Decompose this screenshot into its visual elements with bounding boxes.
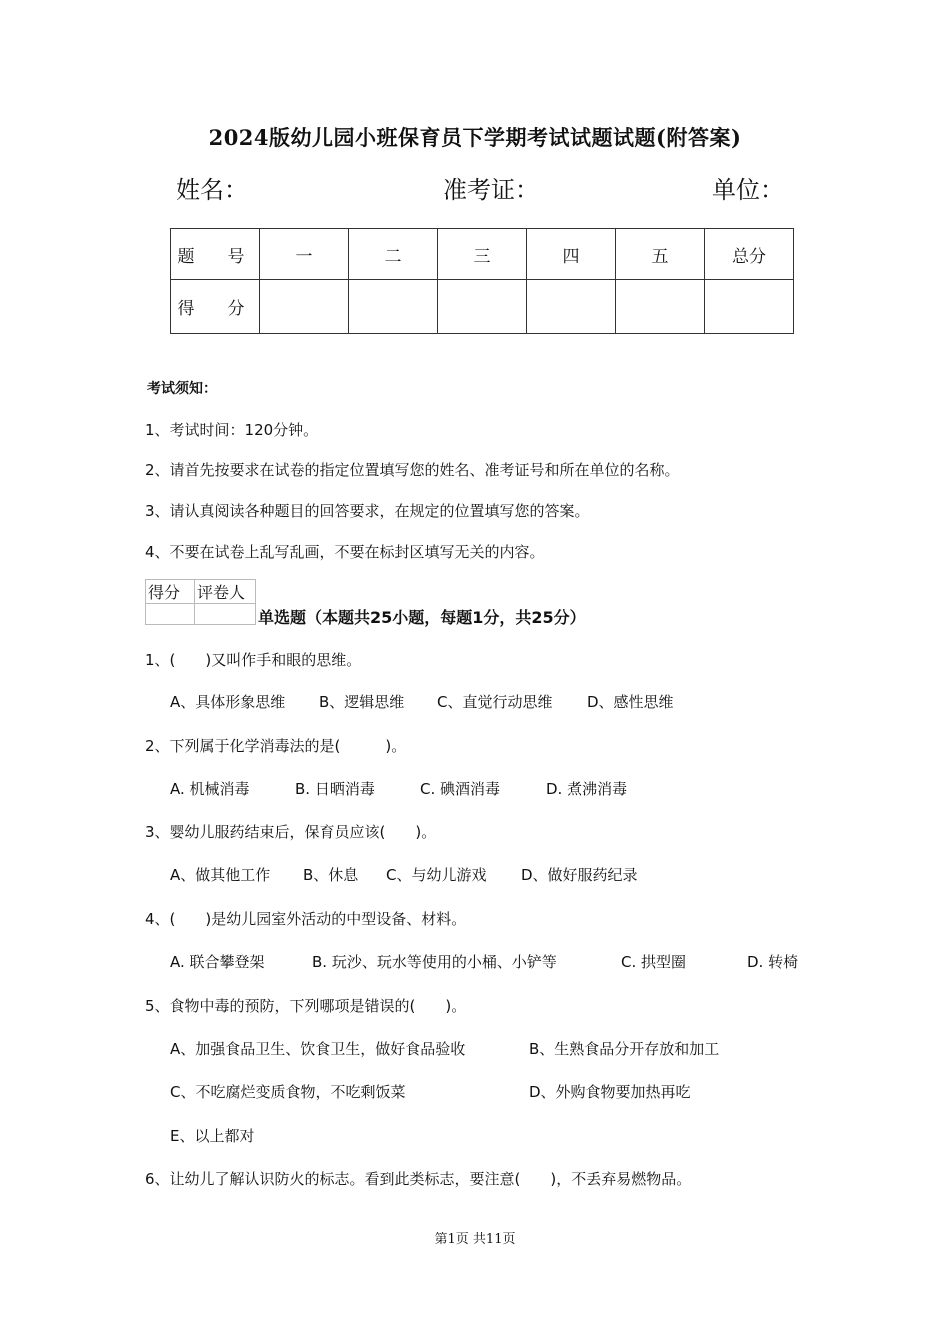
- question-option: A. 联合攀登架: [170, 953, 265, 971]
- grader-reviewer-label: 评卷人: [195, 580, 256, 604]
- score-header-cell: 题 号: [171, 229, 260, 280]
- question-option: B、生熟食品分开存放和加工: [529, 1040, 720, 1058]
- section-title: 单选题（本题共25小题，每题1分，共25分）: [258, 608, 586, 627]
- question-option: D、感性思维: [587, 693, 674, 711]
- question-option: A. 机械消毒: [170, 780, 250, 798]
- score-cell: [260, 280, 349, 334]
- question-option: B. 玩沙、玩水等使用的小桶、小铲等: [312, 953, 557, 971]
- name-label: 姓名：: [176, 176, 248, 204]
- question-option: C、与幼儿游戏: [386, 866, 487, 884]
- score-cell: [438, 280, 527, 334]
- question-option: C、不吃腐烂变质食物，不吃剩饭菜: [170, 1083, 406, 1101]
- score-row-label: 得 分: [171, 280, 260, 334]
- score-header-cell: 三: [438, 229, 527, 280]
- notice-item: 4、不要在试卷上乱写乱画，不要在标封区填写无关的内容。: [145, 543, 545, 561]
- score-table-score-row: [171, 280, 794, 334]
- question-stem: 5、食物中毒的预防，下列哪项是错误的( )。: [145, 997, 467, 1015]
- score-header-cell: 二: [349, 229, 438, 280]
- notice-heading: 考试须知：: [147, 381, 217, 397]
- notice-item: 2、请首先按要求在试卷的指定位置填写您的姓名、准考证号和所在单位的名称。: [145, 461, 680, 479]
- question-stem: 6、让幼儿了解认识防火的标志。看到此类标志，要注意( )，不丢弃易燃物品。: [145, 1170, 692, 1188]
- exam-id-label: 准考证：: [443, 176, 539, 204]
- question-option: A、具体形象思维: [170, 693, 286, 711]
- question-option: D. 煮沸消毒: [546, 780, 628, 798]
- question-stem: 1、( )又叫作手和眼的思维。: [145, 651, 362, 669]
- grader-score-cell: [146, 604, 195, 625]
- question-option: A、加强食品卫生、饮食卫生，做好食品验收: [170, 1040, 466, 1058]
- grader-box: [145, 579, 256, 625]
- question-stem: 4、( )是幼儿园室外活动的中型设备、材料。: [145, 910, 467, 928]
- question-option: B. 日晒消毒: [295, 780, 375, 798]
- question-option: C、直觉行动思维: [437, 693, 553, 711]
- score-cell: [527, 280, 616, 334]
- document-title: 2024版幼儿园小班保育员下学期考试试题试题(附答案): [208, 125, 742, 150]
- page-footer: 第1页 共11页: [434, 1232, 516, 1247]
- question-option: D. 转椅: [747, 953, 799, 971]
- score-cell: [616, 280, 705, 334]
- question-option: D、做好服药纪录: [521, 866, 638, 884]
- score-header-cell: 五: [616, 229, 705, 280]
- question-stem: 2、下列属于化学消毒法的是( )。: [145, 737, 407, 755]
- score-table-header-row: [171, 229, 794, 280]
- question-option: B、休息: [303, 866, 359, 884]
- question-option: A、做其他工作: [170, 866, 271, 884]
- score-header-cell: 四: [527, 229, 616, 280]
- notice-item: 3、请认真阅读各种题目的回答要求，在规定的位置填写您的答案。: [145, 502, 590, 520]
- grader-score-label: 得分: [146, 580, 195, 604]
- score-table: [170, 228, 794, 334]
- score-cell: [705, 280, 794, 334]
- question-option: B、逻辑思维: [319, 693, 405, 711]
- question-option: C. 拱型圈: [621, 953, 687, 971]
- question-stem: 3、婴幼儿服药结束后，保育员应该( )。: [145, 823, 437, 841]
- grader-reviewer-cell: [195, 604, 256, 625]
- question-option: D、外购食物要加热再吃: [529, 1083, 691, 1101]
- score-header-cell: 一: [260, 229, 349, 280]
- question-option: E、以上都对: [170, 1127, 255, 1145]
- notice-item: 1、考试时间：120分钟。: [145, 421, 319, 439]
- score-header-cell: 总分: [705, 229, 794, 280]
- question-option: C. 碘酒消毒: [420, 780, 501, 798]
- unit-label: 单位：: [712, 176, 784, 204]
- score-cell: [349, 280, 438, 334]
